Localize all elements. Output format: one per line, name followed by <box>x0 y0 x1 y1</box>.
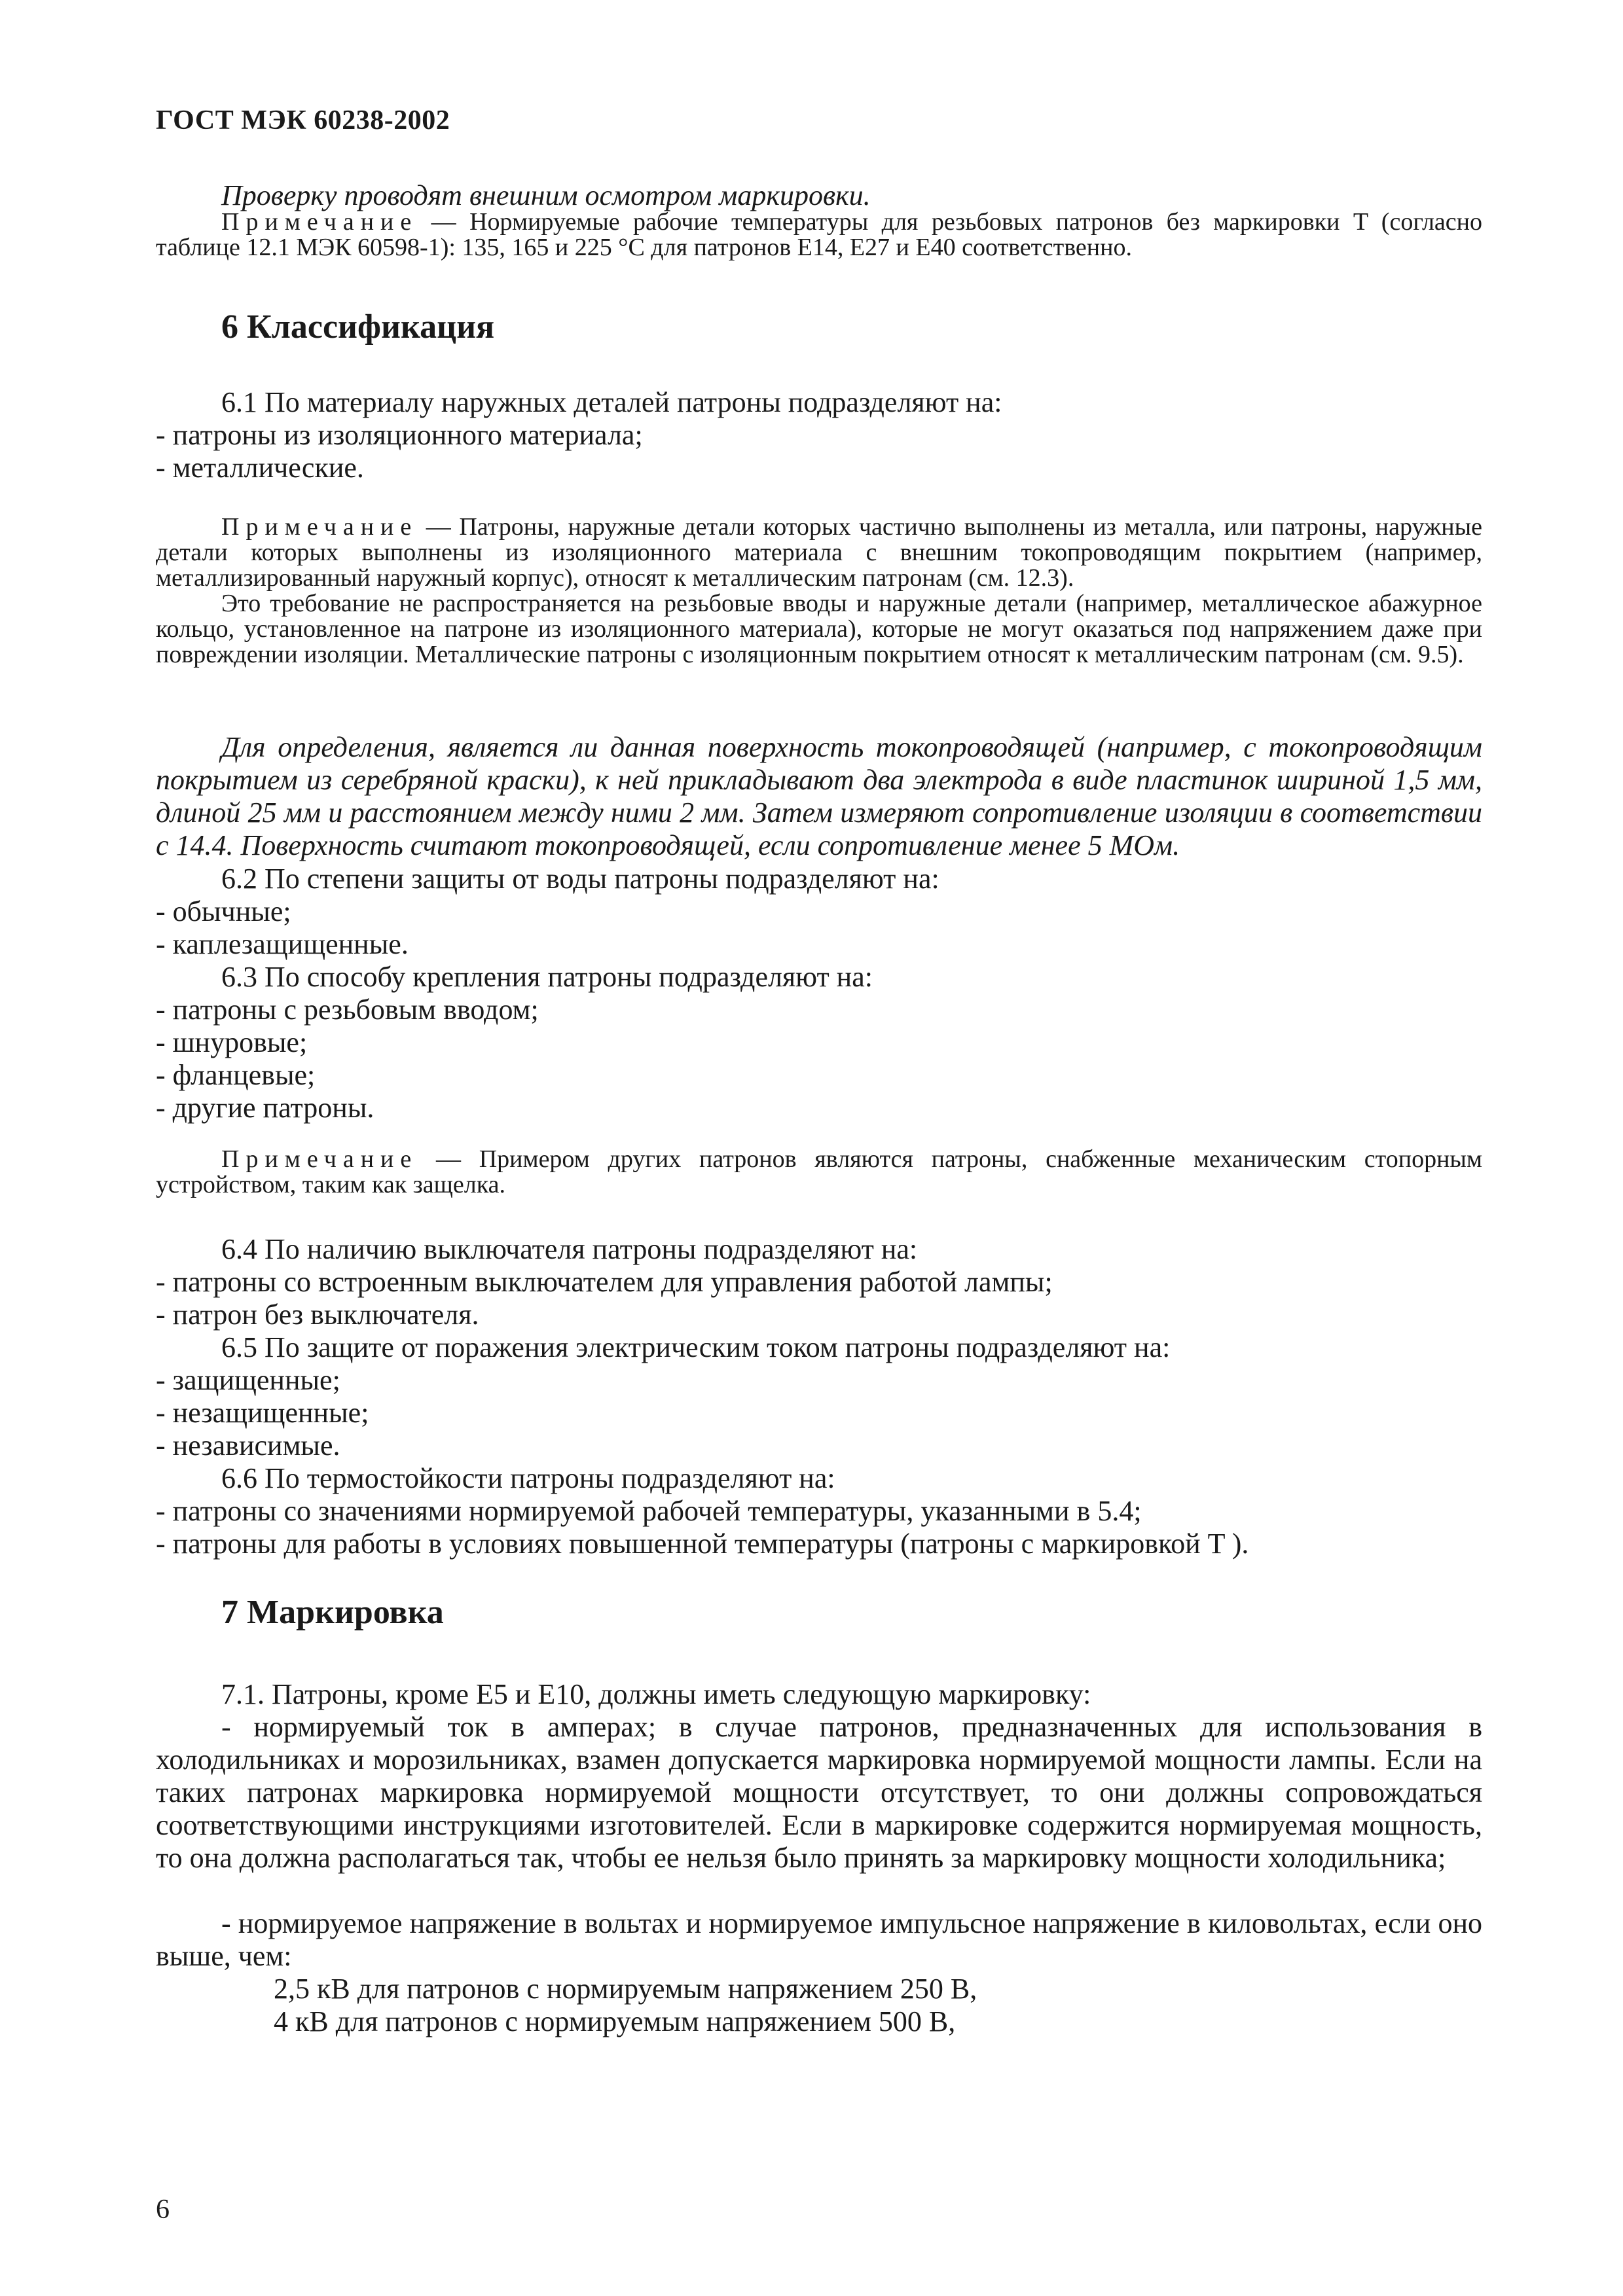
check-sentence: Проверку проводят внешним осмотром маркировки. <box>221 179 871 211</box>
note-text: — Нормируемые рабочие температуры для резьбовых патронов без маркировки T (согласно таблице 12.1 МЭК 60598-1): 135, 165 и 225 °С для патронов Е14, Е27 и Е40 соответственно. <box>156 208 1482 261</box>
voltage-list <box>274 1973 1482 2038</box>
note-text: — Примером других патронов являются патроны, снабженные механическим стопорным устройством, таким как защелка. <box>156 1145 1482 1198</box>
clause-6-2-items <box>156 895 1482 961</box>
list-item: - патрон без выключателя. <box>156 1299 479 1331</box>
clause-6-2-head: 6.2 По степени защиты от воды патроны подразделяют на: <box>221 863 939 895</box>
list-item: 4 кВ для патронов с нормируемым напряжением 500 В, <box>274 2005 956 2037</box>
clause-7-1 <box>221 1678 1482 1711</box>
clause-6-4-head: 6.4 По наличию выключателя патроны подразделяют на: <box>221 1233 918 1265</box>
clause-6-5-head: 6.5 По защите от поражения электрическим током патроны подразделяют на: <box>221 1331 1171 1363</box>
section-6-title: 6 Классификация <box>221 308 495 346</box>
list-item: - патроны с резьбовым вводом; <box>156 994 539 1026</box>
clause-6-1-head: 6.1 По материалу наружных деталей патроны подразделяют на: <box>221 386 1002 418</box>
marking-rated-current: - нормируемый ток в амперах; в случае патронов, предназначенных для использования в холодильниках и морозильниках, взамен допускается маркировка нормируемой мощности лампы. Если на таких патронах маркировка нормируемой мощности отсутствует, то они должны сопровождаться соответствующими инструкциями изготовителей. Если в маркировке содержится нормируемая мощность, то она должна располагаться так, чтобы ее нельзя было принять за маркировку мощности холодильника; <box>156 1711 1482 1874</box>
clause-6-5-items <box>156 1364 1482 1462</box>
list-item: - фланцевые; <box>156 1059 316 1091</box>
list-item: - каплезащищенные. <box>156 928 409 960</box>
section-7-title: 7 Маркировка <box>221 1594 444 1631</box>
clause-6-1-items <box>156 419 1482 484</box>
clause-6-6-head: 6.6 По термостойкости патроны подразделяют на: <box>221 1462 835 1494</box>
list-item: - защищенные; <box>156 1364 340 1396</box>
clause-6-3 <box>221 961 1482 994</box>
note-label: Примечание <box>221 1145 418 1173</box>
clause-6-6 <box>221 1462 1482 1495</box>
list-item: - патроны со значениями нормируемой рабочей температуры, указанными в 5.4; <box>156 1495 1142 1527</box>
list-item: - патроны со встроенным выключателем для управления работой лампы; <box>156 1266 1053 1298</box>
clause-6-5 <box>221 1331 1482 1364</box>
marking-rated-voltage: - нормируемое напряжение в вольтах и нормируемое импульсное напряжение в киловольтах, если оно выше, чем: <box>156 1907 1482 1972</box>
clause-6-6-items <box>156 1495 1482 1560</box>
list-item: - патроны для работы в условиях повышенной температуры (патроны с маркировкой T ). <box>156 1528 1249 1560</box>
list-item: - незащищенные; <box>156 1397 369 1429</box>
note-other-holders <box>156 1147 1482 1198</box>
list-item: - металлические. <box>156 452 364 484</box>
note-label: Примечание <box>221 208 418 236</box>
clause-6-2 <box>221 863 1482 895</box>
note-text: — Патроны, наружные детали которых частично выполнены из металла, или патроны, наружные детали которых выполнены из изоляционного материала с внешним токопроводящим покрытием (например, металлизированный наружный корпус), относят к металлическим патронам (см. 12.3). <box>156 513 1482 592</box>
clause-6-1 <box>221 386 1482 419</box>
note-metal-parts-continued: Это требование не распространяется на резьбовые вводы и наружные детали (например, металлическое абажурное кольцо, установленное на патроне из изоляционного материала), которые не могут оказаться под напряжением даже при повреждении изоляции. Металлические патроны с изоляционным покрытием относят к металлическим патронам (см. 9.5). <box>156 590 1482 668</box>
list-item: - патроны из изоляционного материала; <box>156 419 643 451</box>
list-item: - шнуровые; <box>156 1026 308 1058</box>
conductivity-test: Для определения, является ли данная поверхность токопроводящей (например, с токопроводящим покрытием из серебряной краски), к ней прикладывают два электрода в виде пластинок шириной 1,5 мм, длиной 25 мм и расстоянием между ними 2 мм. Затем измеряют сопротивление изоляции в соответствии с 14.4. Поверхность считают токопроводящей, если сопротивление менее 5 МОм. <box>156 731 1482 861</box>
clause-7-1-head: 7.1. Патроны, кроме Е5 и Е10, должны иметь следующую маркировку: <box>221 1678 1091 1710</box>
page-number: 6 <box>156 2195 170 2225</box>
doc-header: ГОСТ МЭК 60238-2002 <box>156 105 450 135</box>
clause-6-4-items <box>156 1266 1482 1331</box>
clause-6-4 <box>221 1233 1482 1266</box>
note-label: Примечание <box>221 513 418 541</box>
list-item: - другие патроны. <box>156 1092 374 1124</box>
list-item: - независимые. <box>156 1429 340 1462</box>
clause-6-3-items <box>156 994 1482 1124</box>
note-temperatures <box>156 209 1482 260</box>
list-item: 2,5 кВ для патронов с нормируемым напряжением 250 В, <box>274 1973 977 2005</box>
list-item: - обычные; <box>156 895 291 927</box>
clause-6-3-head: 6.3 По способу крепления патроны подразделяют на: <box>221 961 873 993</box>
note-metal-parts <box>156 514 1482 591</box>
